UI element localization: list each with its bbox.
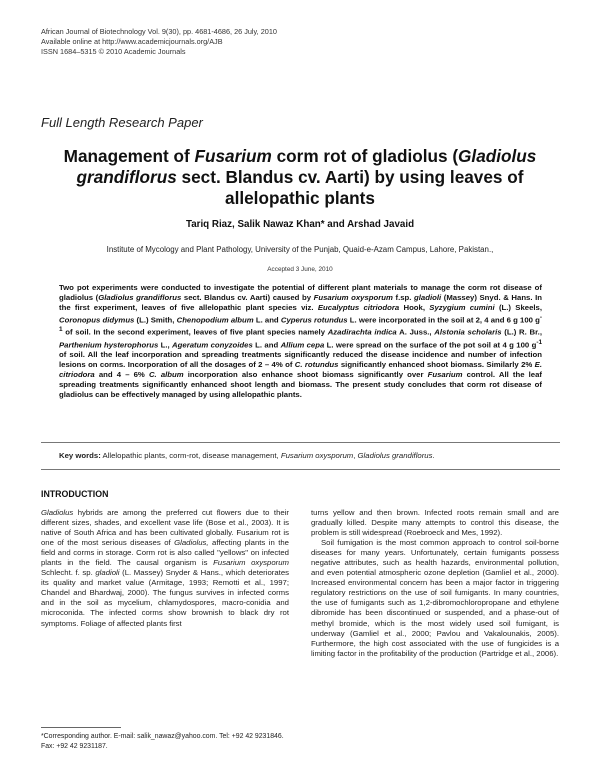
title-part: sect. Blandus cv. Aarti) by using leaves of allelopathic plants [176, 167, 524, 208]
abstract-text: Allium cepa [280, 340, 325, 350]
keywords-text: Gladiolus grandiflorus [357, 451, 433, 460]
intro-text: Schlecht. f. sp. [41, 568, 96, 578]
section-divider [41, 469, 560, 470]
intro-text: Fusarium oxysporum [213, 558, 290, 568]
title-part: Fusarium [194, 146, 272, 166]
abstract-text: -1 [59, 313, 542, 334]
affiliation: Institute of Mycology and Plant Pathology, University of the Punjab, Quaid-e-Azam Campus, Lahore, Pakistan., [106, 245, 494, 254]
right-column [311, 508, 559, 659]
abstract-text: of soil. In the second experiment, leaves of five plant species namely [62, 327, 328, 337]
keywords-text: , [353, 451, 358, 460]
abstract-text: Syzygium cumini [429, 302, 495, 312]
abstract-text: C. rotundus [294, 360, 339, 370]
abstract-text: L., [158, 340, 173, 350]
intro-text: affecting plants in the field and corms in storage. Corm rot is also called "yellows" on infected plants in the field. The causal organism is [41, 538, 289, 568]
abstract-text: C. album [148, 370, 184, 380]
intro-paragraph [41, 508, 289, 629]
abstract-text: Fusarium [427, 370, 463, 380]
title-part: Management of [63, 146, 195, 166]
abstract-text: significantly enhanced shoot biomass. Similarly 2% [338, 360, 535, 370]
keywords-text: Allelopathic plants, corm-rot, disease management, [100, 451, 281, 460]
abstract [59, 283, 542, 400]
abstract-text: of soil. All the leaf incorporation and spreading treatments significantly reduced the disease incidence and number of infection lesions on corms. Incorporation of all the dosages of 2 – 4% of [59, 350, 542, 370]
abstract-text: (L.) Smith, [134, 315, 177, 325]
abstract-text: Alstonia scholaris [434, 327, 502, 337]
footnote-divider [41, 727, 121, 728]
intro-text: Gladiolus, [174, 538, 209, 548]
abstract-text: gladioli [414, 292, 442, 302]
accepted-date: Accepted 3 June, 2010 [267, 266, 333, 273]
abstract-text: Cyperus rotundus [280, 315, 348, 325]
intro-text: gladioli [95, 568, 120, 578]
title-part: corm rot of gladiolus ( [271, 146, 459, 166]
abstract-text: Ageratum conyzoides [172, 340, 253, 350]
abstract-text: Parthenium hysterophorus [59, 340, 159, 350]
abstract-text: -1 [536, 338, 543, 346]
abstract-text: Hook, [399, 302, 430, 312]
introduction-heading: INTRODUCTION [41, 489, 109, 499]
keywords-label: Key words: [59, 451, 101, 460]
section-divider [41, 442, 560, 443]
title-part: Gladiolus grandiflorus [76, 146, 537, 187]
abstract-text: Chenopodium album [176, 315, 254, 325]
abstract-text: (L.) Skeels, [494, 302, 542, 312]
journal-masthead [41, 27, 277, 57]
abstract-text: Fusarium oxysporum [313, 292, 393, 302]
abstract-text: sect. Blandus cv. Aarti) caused by [181, 292, 314, 302]
left-column [41, 508, 289, 629]
keywords-text: Fusarium oxysporum [280, 451, 354, 460]
intro-paragraph: turns yellow and then brown. Infected roots remain small and are gradually killed. Despite many attempts to control this disease, the problem is still widespread (Roebroeck and Mes, 1992). [311, 508, 559, 538]
journal-url: Available online at http://www.academicjournals.org/AJB [41, 37, 223, 46]
abstract-text: A. Juss., [396, 327, 435, 337]
journal-citation: African Journal of Biotechnology Vol. 9(30), pp. 4681-4686, 26 July, 2010 [41, 27, 277, 36]
intro-text: hybrids are among the preferred cut flowers due to their different sizes, shades, and excellent vase life (Bose et al., 2003). It is native of South Africa and has been cultivated globally. Fusarium rot is one of the most serious diseases of [41, 508, 289, 548]
abstract-text: E. citriodora [59, 360, 542, 380]
intro-text: Gladiolus [41, 508, 74, 517]
abstract-text: control. All the leaf spreading treatments significantly enhanced shoot length and biomass. The present study concludes that corm rot disease of gladiolus can be effectively managed by using allelopathic plants. [59, 370, 542, 400]
intro-paragraph: Soil fumigation is the most common approach to control soil-borne diseases for many years. Unfortunately, certain fumigants possess negative attributes, such as health hazards, environmental pollution, and even potential atmospheric ozone depletion (Gamliel et al., 2000). Increased environmental concern has been a major factor in triggering regulatory restrictions on the use of soil fumigants. In many countries, the use of fumigants such as 1,2-dibromochloropropane and ethylene dibromide has been discontinued or suspended, and a phase-out of methyl bromide, which is the most widely used soil fumigant, is underway (Gamliel et al., 2000; Pavlou and Vakalounakis, 2005). Furthermore, the high cost associated with the use of fungicides is a limiting factor in the profitability of the production (Partridge et al., 2006). [311, 538, 559, 658]
abstract-text: Eucalyptus citriodora [317, 302, 400, 312]
abstract-text: incorporation also enhance shoot biomass significantly over [183, 370, 428, 380]
paper-title [60, 146, 540, 209]
abstract-text: L. were spread on the surface of the pot soil at 4 g 100 g [324, 340, 537, 350]
abstract-text: (L.) R. Br., [501, 327, 542, 337]
abstract-text: L. and [252, 340, 281, 350]
abstract-text: Coronopus didymus [59, 315, 135, 325]
abstract-text: Two pot experiments were conducted to investigate the potential of different plant materials to manage the corm rot disease of gladiolus ( [59, 283, 542, 302]
journal-issn: ISSN 1684–5315 © 2010 Academic Journals [41, 47, 186, 56]
paper-type: Full Length Research Paper [41, 115, 203, 130]
abstract-text: f.sp. [392, 292, 415, 302]
abstract-text: Gladiolus grandiflorus [98, 292, 182, 302]
abstract-text: Azadirachta indica [327, 327, 397, 337]
intro-text: (L. Massey) Snyder & Hans., which deteriorates its quality and market value (Armitage, 1993; Remotti et al., 1997; Chandel and Bhardwaj, 2000). The fungus survives in infected corms and in the soil as mycelium, chlamydospores, macro-conidia and microconida. The infected corms show brownish to black dry rot symptoms. Foliage of affected plants first [41, 568, 290, 628]
abstract-text: and 4 – 6% [94, 370, 149, 380]
abstract-text: L. and [253, 315, 281, 325]
abstract-text: L. were incorporated in the soil at 2, 4 and 6 g 100 g [347, 315, 540, 325]
abstract-text: (Massey) Snyd. & Hans. In the first experiment, leaves of five allelopathic plant species viz. [59, 292, 542, 312]
authors: Tariq Riaz, Salik Nawaz Khan* and Arshad Javaid [185, 219, 415, 230]
keywords [59, 451, 549, 460]
corresponding-author-footnote: *Corresponding author. E-mail: salik_nawaz@yahoo.com. Tel: +92 42 9231846. Fax: +92 42 9231187. [41, 733, 284, 750]
keywords-text: . [432, 451, 435, 460]
